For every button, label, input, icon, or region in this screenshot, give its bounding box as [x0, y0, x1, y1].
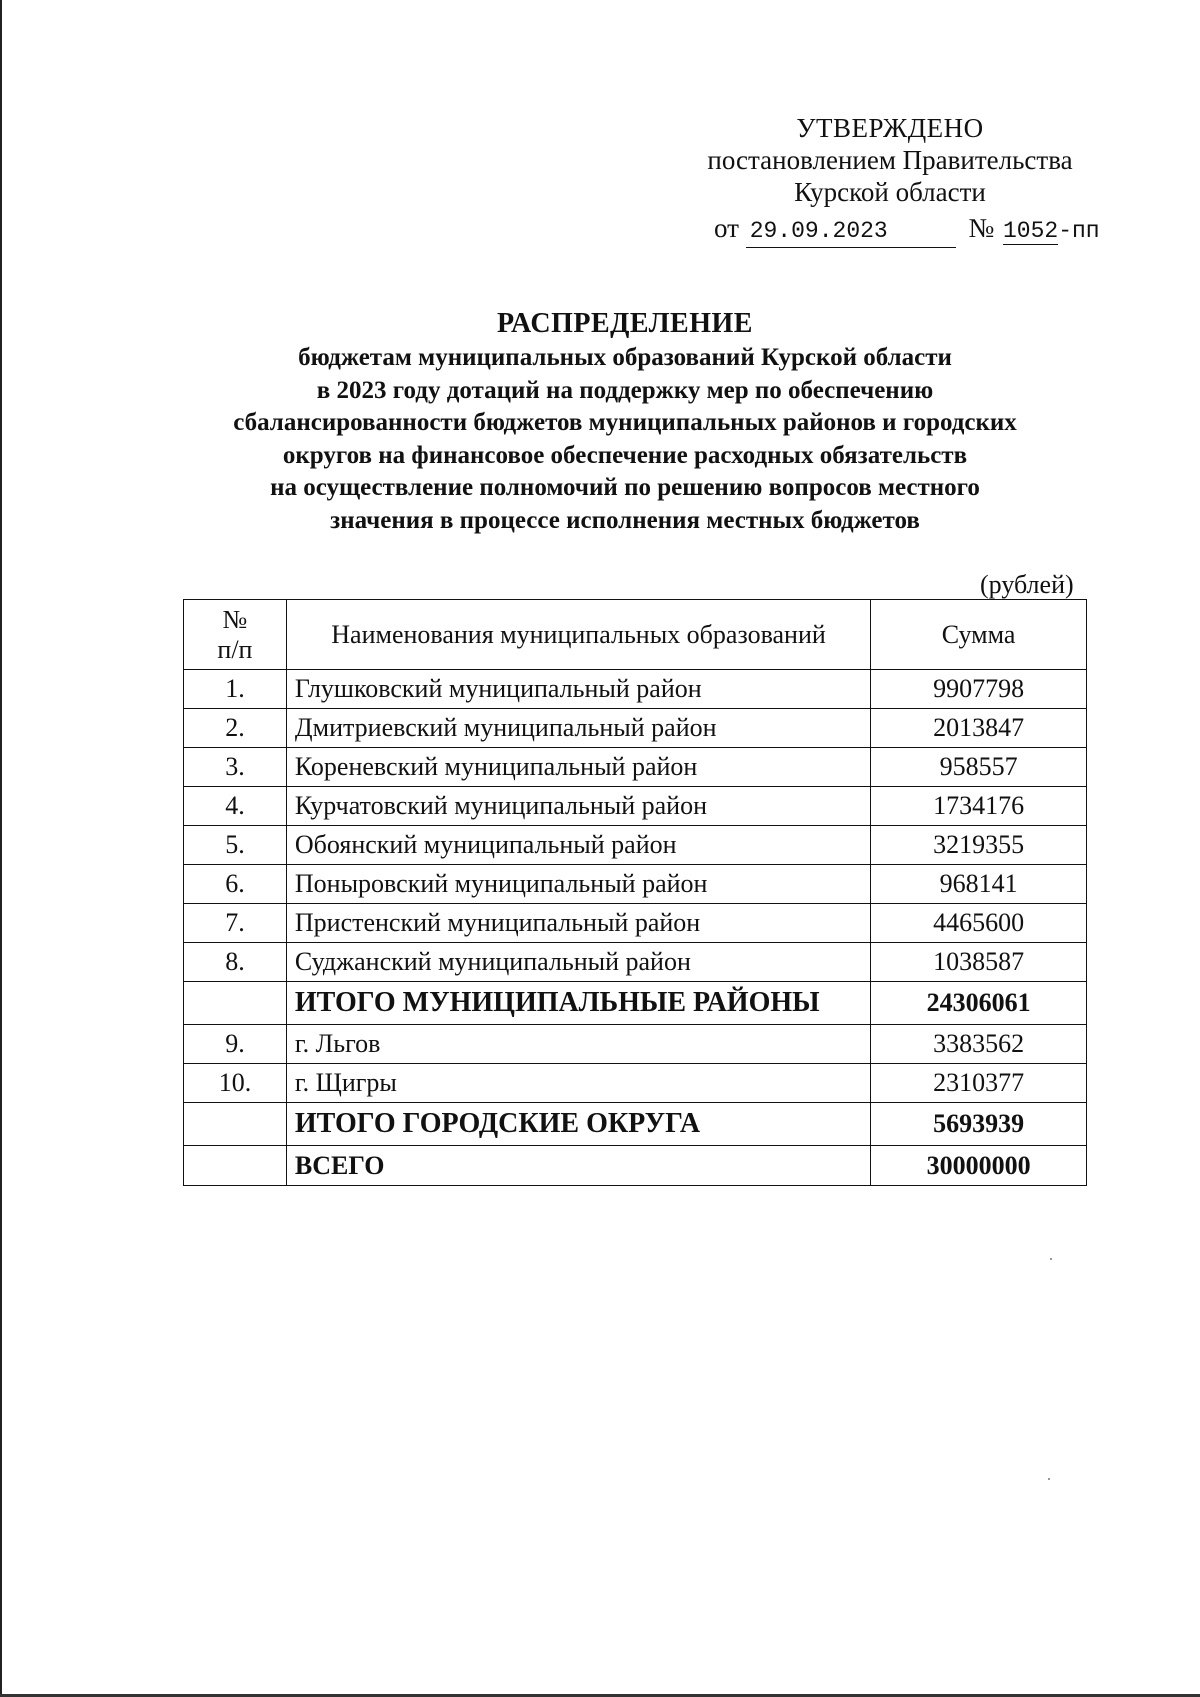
row-name: Пристенский муниципальный район	[286, 904, 870, 943]
total-districts-row	[184, 982, 1087, 1025]
total-districts-label: ИТОГО МУНИЦИПАЛЬНЫЕ РАЙОНЫ	[286, 982, 870, 1025]
document-subtitle-line-1: бюджетам муниципальных образований Курской области	[298, 344, 952, 371]
row-number: 5.	[184, 826, 287, 865]
scan-speck	[1048, 1478, 1050, 1480]
row-name: Глушковский муниципальный район	[286, 670, 870, 709]
table-header-row	[184, 600, 1087, 670]
row-sum: 3219355	[871, 826, 1087, 865]
row-sum: 958557	[871, 748, 1087, 787]
table-row	[184, 904, 1087, 943]
grand-total-label: ВСЕГО	[286, 1146, 870, 1186]
header-number-pp: п/п	[217, 634, 253, 664]
row-number: 4.	[184, 787, 287, 826]
row-name: Обоянский муниципальный район	[286, 826, 870, 865]
row-number: 8.	[184, 943, 287, 982]
scan-speck	[1050, 1258, 1052, 1260]
total-districts-number	[184, 982, 287, 1025]
table-row	[184, 1025, 1087, 1064]
row-sum: 2013847	[871, 709, 1087, 748]
document-heading	[100, 306, 1150, 537]
table-row	[184, 787, 1087, 826]
approval-number-suffix: -пп	[1058, 218, 1100, 244]
row-name: Курчатовский муниципальный район	[286, 787, 870, 826]
row-sum: 4465600	[871, 904, 1087, 943]
document-subtitle-line-4: округов на финансовое обеспечение расходных обязательств	[282, 441, 968, 469]
row-name: Кореневский муниципальный район	[286, 748, 870, 787]
row-number: 6.	[184, 865, 287, 904]
total-cities-label: ИТОГО ГОРОДСКИЕ ОКРУГА	[286, 1103, 870, 1146]
grand-total-sum: 30000000	[871, 1146, 1087, 1186]
approval-line-1: постановлением Правительства	[707, 145, 1073, 175]
row-name: г. Щигры	[286, 1064, 870, 1103]
total-cities-number	[184, 1103, 287, 1146]
table-row	[184, 670, 1087, 709]
row-name: Суджанский муниципальный район	[286, 943, 870, 982]
document-title: РАСПРЕДЕЛЕНИЕ	[497, 308, 753, 339]
document-subtitle-line-5: на осуществление полномочий по решению вопросов местного	[270, 474, 980, 501]
approval-date-line	[714, 212, 1100, 248]
row-name: Поныровский муниципальный район	[286, 865, 870, 904]
row-number: 3.	[184, 748, 287, 787]
row-sum: 3383562	[871, 1025, 1087, 1064]
row-name: г. Льгов	[286, 1025, 870, 1064]
table-row	[184, 1064, 1087, 1103]
table-row	[184, 865, 1087, 904]
total-districts-sum: 24306061	[871, 982, 1087, 1025]
approval-number-value: 1052	[1002, 218, 1059, 244]
row-number: 7.	[184, 904, 287, 943]
approval-date: 29.09.2023	[746, 215, 956, 248]
number-prefix: №	[968, 213, 995, 243]
total-cities-row	[184, 1103, 1087, 1146]
table-row	[184, 826, 1087, 865]
row-sum: 1038587	[871, 943, 1087, 982]
approval-line-2: Курской области	[794, 177, 986, 207]
row-number: 1.	[184, 670, 287, 709]
approval-stamp	[690, 112, 1090, 208]
header-sum: Сумма	[871, 600, 1087, 670]
row-sum: 968141	[871, 865, 1087, 904]
table-row	[184, 709, 1087, 748]
units-label: (рублей)	[980, 570, 1074, 599]
approval-number	[1001, 215, 1100, 247]
row-sum: 2310377	[871, 1064, 1087, 1103]
header-name: Наименования муниципальных образований	[286, 600, 870, 670]
header-number-symbol: №	[222, 604, 248, 634]
header-number	[184, 600, 287, 670]
row-sum: 9907798	[871, 670, 1087, 709]
row-number: 9.	[184, 1025, 287, 1064]
document-subtitle-line-3: сбалансированности бюджетов муниципальных районов и городских	[233, 409, 1017, 436]
document-subtitle-line-2: в 2023 году дотаций на поддержку мер по обеспечению	[316, 376, 934, 404]
row-sum: 1734176	[871, 787, 1087, 826]
table-row	[184, 943, 1087, 982]
scan-edge-left	[0, 0, 2, 1697]
row-number: 10.	[184, 1064, 287, 1103]
grand-total-number	[184, 1146, 287, 1186]
row-name: Дмитриевский муниципальный район	[286, 709, 870, 748]
grand-total-row	[184, 1146, 1087, 1186]
total-cities-sum: 5693939	[871, 1103, 1087, 1146]
document-subtitle-line-6: значения в процессе исполнения местных бюджетов	[330, 506, 920, 534]
row-number: 2.	[184, 709, 287, 748]
distribution-table	[183, 599, 1087, 1186]
table-row	[184, 748, 1087, 787]
approval-title: УТВЕРЖДЕНО	[796, 113, 984, 143]
date-prefix: от	[714, 213, 739, 243]
